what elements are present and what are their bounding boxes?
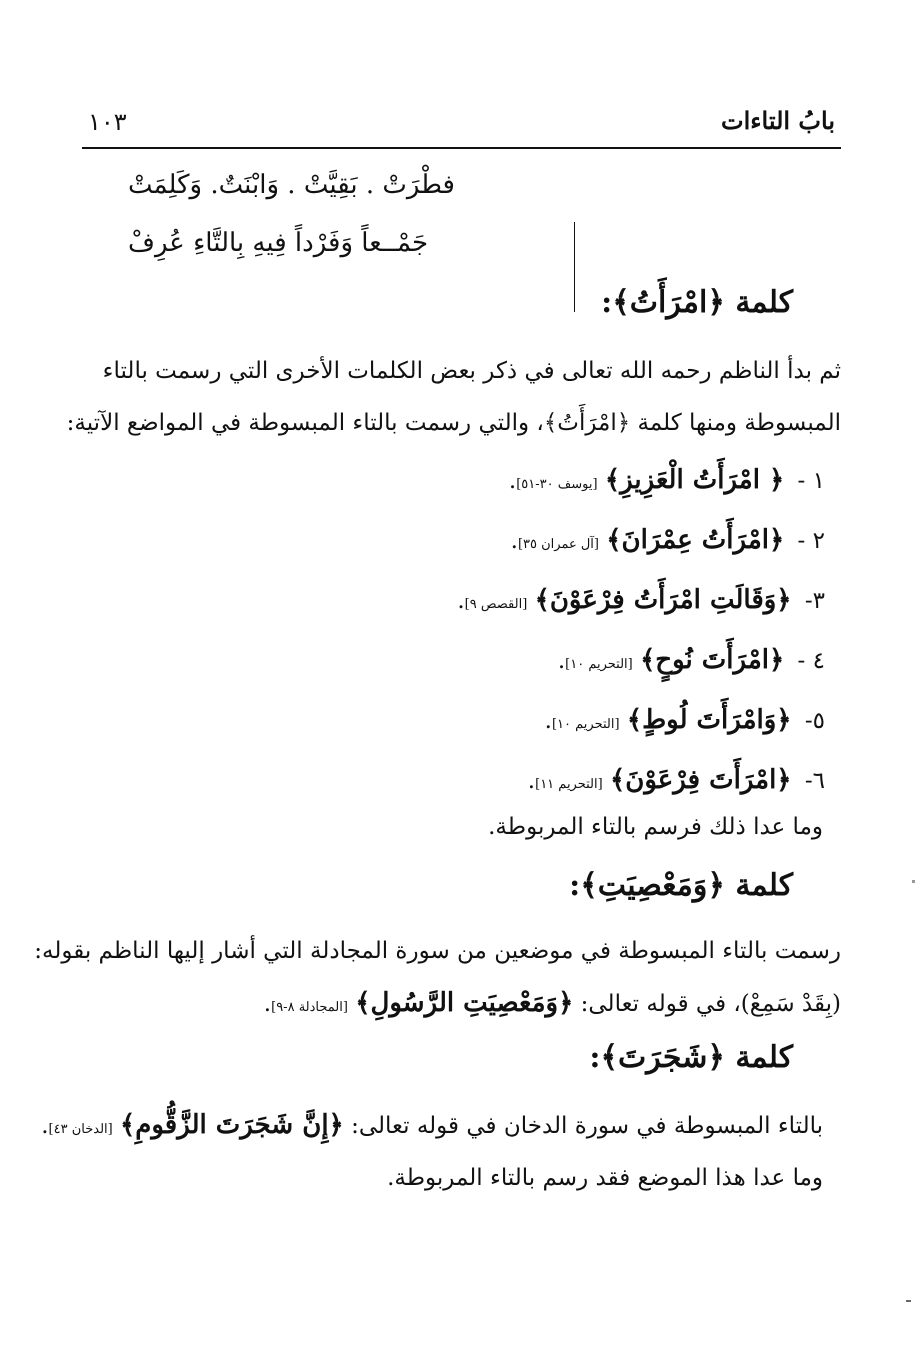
citation: [الدخان ٤٣] [48, 1122, 113, 1137]
citation: [القصص ٩] [464, 597, 528, 612]
scan-mark [906, 1300, 911, 1302]
list-item [511, 525, 825, 555]
quran-quote: ﴿امْرَأَتَ فِرْعَوْنَ﴾ [610, 765, 792, 795]
paragraph-text: بالتاء المبسوطة في سورة الدخان في قوله تعالى: [351, 1113, 823, 1139]
punctuation: . [508, 468, 517, 494]
quran-quote: ﴿امْرَأَتُ عِمْرَانَ﴾ [606, 525, 785, 555]
citation: [التحريم ١١] [535, 777, 603, 792]
list-item [528, 765, 825, 795]
list-item [558, 645, 825, 675]
paragraph-line: المبسوطة ومنها كلمة ﴿امْرَأَتُ﴾، والتي رسمت بالتاء المبسوطة في المواضع الآتية: [66, 410, 841, 436]
item-number: ٢ - [797, 528, 825, 554]
item-number: ٥- [804, 708, 825, 734]
punctuation: . [510, 528, 518, 554]
citation: [التحريم ١٠] [565, 657, 633, 672]
item-number: ٣- [804, 588, 825, 614]
section-heading-shajarat: كلمة ﴿شَجَرَتَ﴾: [589, 1040, 793, 1075]
paragraph-line [264, 988, 841, 1018]
scan-mark [912, 880, 915, 883]
paragraph-line [41, 1110, 823, 1140]
paragraph-line: ثم بدأ الناظم رحمه الله تعالى في ذكر بعض الكلمات الأخرى التي رسمت بالتاء [102, 358, 841, 384]
paragraph-text: (بِقَدْ سَمِعْ)، في قوله تعالى: [580, 991, 841, 1017]
quran-quote: ﴿ امْرَأَتُ الْعَزِيزِ﴾ [604, 465, 785, 495]
quran-quote: ﴿امْرَأَتَ نُوحٍ﴾ [640, 645, 785, 675]
citation: [المجادلة ٨-٩] [271, 1000, 348, 1015]
verse-divider [574, 222, 575, 312]
quran-quote: ﴿إِنَّ شَجَرَتَ الزَّقُّومِ﴾ [120, 1110, 344, 1140]
paragraph-line: رسمت بالتاء المبسوطة في موضعين من سورة المجادلة التي أشار إليها الناظم بقوله: [34, 938, 841, 964]
citation: [التحريم ١٠] [551, 717, 620, 732]
quran-quote: ﴿وَقَالَتِ امْرَأَتُ فِرْعَوْنَ﴾ [534, 585, 792, 615]
item-number: ٦- [804, 768, 825, 794]
punctuation: . [263, 991, 272, 1017]
verse-hemistich-left: جَمْــعاً وَفَرْداً فِيهِ بِالتَّاءِ عُرِفْ [128, 228, 429, 258]
list-item [509, 465, 825, 495]
verse-hemistich-left: فطْرَتْ . بَقِيَّتْ . وَابْنَتٌ. وَكَلِمَتْ [128, 170, 455, 200]
punctuation: . [544, 708, 552, 734]
header-rule [82, 147, 841, 149]
paragraph-line: وما عدا هذا الموضع فقد رسم بالتاء المربوطة. [387, 1165, 823, 1191]
section-heading-maasiyat: كلمة ﴿وَمَعْصِيَتِ﴾: [569, 868, 793, 903]
citation: [آل عمران ٣٥] [517, 537, 599, 552]
page-number: ١٠٣ [88, 108, 127, 136]
chapter-title: بابُ التاءات [720, 106, 835, 135]
punctuation: . [557, 648, 566, 674]
citation: [يوسف ٣٠-٥١] [516, 477, 598, 492]
punctuation: . [527, 768, 536, 794]
quran-quote: ﴿وَمَعْصِيَتِ الرَّسُولِ﴾ [355, 988, 574, 1018]
punctuation: . [41, 1113, 49, 1139]
paragraph-line: وما عدا ذلك فرسم بالتاء المربوطة. [488, 814, 823, 840]
list-item [457, 585, 825, 615]
item-number: ٤ - [797, 648, 825, 674]
section-heading-imraat: كلمة ﴿امْرَأَتُ﴾: [601, 285, 793, 320]
list-item [545, 705, 825, 735]
item-number: ١ - [797, 468, 825, 494]
quran-quote: ﴿وَامْرَأَتَ لُوطٍ﴾ [626, 705, 792, 735]
punctuation: . [457, 588, 465, 614]
